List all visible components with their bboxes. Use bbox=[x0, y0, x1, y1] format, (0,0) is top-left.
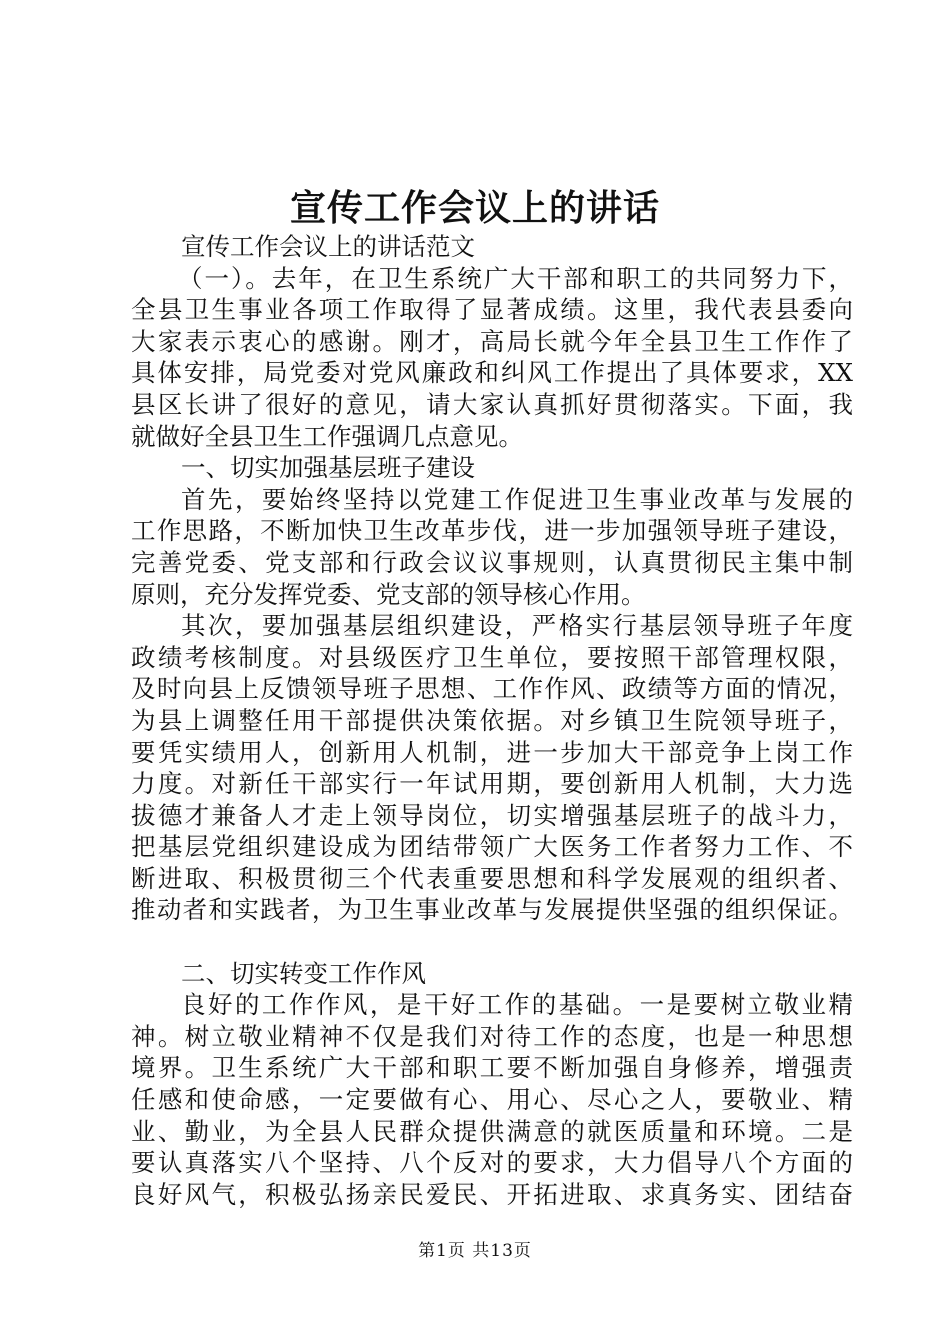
paragraph-line: 推动者和实践者，为卫生事业改革与发展提供坚强的组织保证。 bbox=[131, 895, 853, 925]
paragraph-line: 完善党委、党支部和行政会议议事规则，认真贯彻民主集中制 bbox=[131, 547, 853, 577]
paragraph-line: 政绩考核制度。对县级医疗卫生单位，要按照干部管理权限， bbox=[131, 642, 853, 672]
paragraph-line: 境界。卫生系统广大干部和职工要不断加强自身修养，增强责 bbox=[131, 1053, 853, 1083]
paragraph-line: 力度。对新任干部实行一年试用期，要创新用人机制，大力选 bbox=[131, 769, 853, 799]
paragraph-line: 任感和使命感，一定要做有心、用心、尽心之人，要敬业、精 bbox=[131, 1085, 853, 1115]
paragraph-line: 首先，要始终坚持以党建工作促进卫生事业改革与发展的 bbox=[181, 484, 853, 514]
page-number-footer: 第1页 共13页 bbox=[418, 1241, 532, 1261]
section-heading: 二、切实转变工作作风 bbox=[181, 958, 426, 988]
paragraph-line: 县区长讲了很好的意见，请大家认真抓好贯彻落实。下面，我 bbox=[131, 389, 853, 419]
paragraph-line: 神。树立敬业精神不仅是我们对待工作的态度，也是一种思想 bbox=[131, 1021, 853, 1051]
paragraph-line: 全县卫生事业各项工作取得了显著成绩。这里，我代表县委向 bbox=[131, 295, 853, 325]
paragraph-line: 要凭实绩用人，创新用人机制，进一步加大干部竞争上岗工作 bbox=[131, 737, 853, 767]
section-heading: 一、切实加强基层班子建设 bbox=[181, 453, 475, 483]
paragraph-line: 具体安排，局党委对党风廉政和纠风工作提出了具体要求，XX bbox=[131, 358, 853, 388]
document-title: 宣传工作会议上的讲话 bbox=[289, 187, 660, 229]
paragraph-line: 断进取、积极贯彻三个代表重要思想和科学发展观的组织者、 bbox=[131, 863, 853, 893]
paragraph-line: 良好的工作作风，是干好工作的基础。一是要树立敬业精 bbox=[181, 990, 853, 1020]
paragraph-line: 业、勤业，为全县人民群众提供满意的就医质量和环境。二是 bbox=[131, 1116, 853, 1146]
document-body bbox=[131, 231, 853, 1210]
subtitle-line: 宣传工作会议上的讲话范文 bbox=[181, 232, 475, 261]
paragraph-line: 就做好全县卫生工作强调几点意见。 bbox=[131, 421, 523, 451]
paragraph-line: 为县上调整任用干部提供决策依据。对乡镇卫生院领导班子， bbox=[131, 705, 853, 735]
paragraph-line: （一）。去年，在卫生系统广大干部和职工的共同努力下， bbox=[178, 263, 853, 293]
paragraph-line: 大家表示衷心的感谢。刚才，高局长就今年全县卫生工作作了 bbox=[131, 326, 853, 356]
paragraph-line: 原则，充分发挥党委、党支部的领导核心作用。 bbox=[131, 579, 646, 609]
paragraph-line: 要认真落实八个坚持、八个反对的要求，大力倡导八个方面的 bbox=[131, 1148, 853, 1178]
paragraph-line: 把基层党组织建设成为团结带领广大医务工作者努力工作、不 bbox=[131, 832, 853, 862]
paragraph-line: 良好风气，积极弘扬亲民爱民、开拓进取、求真务实、团结奋 bbox=[131, 1179, 853, 1209]
blank-line bbox=[131, 926, 853, 958]
paragraph-line: 拔德才兼备人才走上领导岗位，切实增强基层班子的战斗力， bbox=[131, 800, 853, 830]
paragraph-line: 其次，要加强基层组织建设，严格实行基层领导班子年度 bbox=[181, 611, 853, 641]
paragraph-line: 及时向县上反馈领导班子思想、工作作风、政绩等方面的情况， bbox=[131, 674, 853, 704]
paragraph-line: 工作思路，不断加快卫生改革步伐，进一步加强领导班子建设， bbox=[131, 516, 853, 546]
